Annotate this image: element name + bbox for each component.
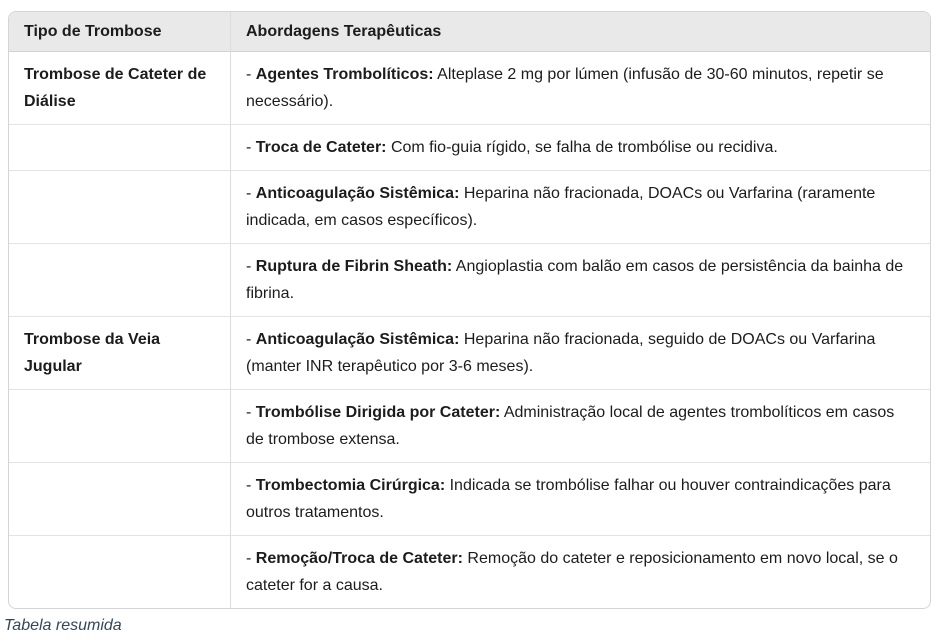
therapeutic-approach-cell (231, 52, 931, 125)
approach-label: Agentes Trombolíticos: (255, 66, 434, 83)
thrombosis-type-cell (9, 244, 231, 317)
column-header-therapeutic-approaches: Abordagens Terapêuticas (231, 12, 931, 52)
table-row (9, 463, 930, 536)
approach-description: Heparina não fracionada, seguido de DOACs ou Varfarina (manter INR terapêutico por 3-6 meses). (246, 331, 876, 375)
list-dash: - (246, 258, 256, 275)
approach-description: Com fio-guia rígido, se falha de trombólise ou recidiva. (390, 139, 778, 156)
column-header-thrombosis-type: Tipo de Trombose (9, 12, 231, 52)
list-dash: - (246, 477, 256, 494)
therapeutic-approach-cell (231, 171, 931, 244)
table-row (9, 536, 930, 609)
list-dash: - (246, 550, 256, 567)
thrombosis-type-cell (9, 463, 231, 536)
therapeutic-approach-cell (231, 390, 931, 463)
table-row (9, 390, 930, 463)
approach-description: Heparina não fracionada, DOACs ou Varfarina (raramente indicada, em casos específicos). (246, 185, 876, 229)
approach-description: Alteplase 2 mg por lúmen (infusão de 30-60 minutos, repetir se necessário). (246, 66, 884, 110)
header-row (9, 12, 930, 52)
table-row (9, 125, 930, 171)
approach-description: Angioplastia com balão em casos de persistência da bainha de fibrina. (246, 258, 904, 302)
summary-table (9, 12, 930, 608)
approach-description: Remoção do cateter e reposicionamento em novo local, se o cateter for a causa. (246, 550, 898, 594)
approach-description: Indicada se trombólise falhar ou houver contraindicações para outros tratamentos. (246, 477, 891, 521)
thrombosis-type-cell (9, 125, 231, 171)
therapeutic-approach-cell (231, 536, 931, 609)
list-dash: - (246, 139, 256, 156)
thrombosis-type-cell (9, 536, 231, 609)
thrombosis-type-cell (9, 52, 231, 125)
thrombosis-type-cell (9, 317, 231, 390)
approach-label: Remoção/Troca de Cateter: (255, 550, 463, 567)
table-row (9, 244, 930, 317)
therapeutic-approach-cell (231, 317, 931, 390)
table-header (9, 12, 930, 52)
summary-table-container (8, 11, 931, 609)
table-row (9, 171, 930, 244)
table-body (9, 52, 930, 609)
therapeutic-approach-cell (231, 463, 931, 536)
thrombosis-type-text: Trombose de Cateter de Diálise (24, 66, 207, 110)
therapeutic-approach-cell (231, 244, 931, 317)
approach-label: Trombectomia Cirúrgica: (255, 477, 446, 494)
approach-label: Ruptura de Fibrin Sheath: (255, 258, 453, 275)
thrombosis-type-cell (9, 171, 231, 244)
table-row (9, 52, 930, 125)
list-dash: - (246, 66, 256, 83)
approach-description: Administração local de agentes trombolíticos em casos de trombose extensa. (246, 404, 895, 448)
approach-label: Troca de Cateter: (255, 139, 387, 156)
list-dash: - (246, 404, 256, 421)
therapeutic-approach-cell (231, 125, 931, 171)
list-dash: - (246, 185, 256, 202)
list-dash: - (246, 331, 256, 348)
approach-label: Trombólise Dirigida por Cateter: (255, 404, 501, 421)
approach-label: Anticoagulação Sistêmica: (255, 185, 460, 202)
table-row (9, 317, 930, 390)
thrombosis-type-text: Trombose da Veia Jugular (24, 331, 161, 375)
thrombosis-type-cell (9, 390, 231, 463)
approach-label: Anticoagulação Sistêmica: (255, 331, 460, 348)
table-caption: Tabela resumida (4, 617, 122, 634)
